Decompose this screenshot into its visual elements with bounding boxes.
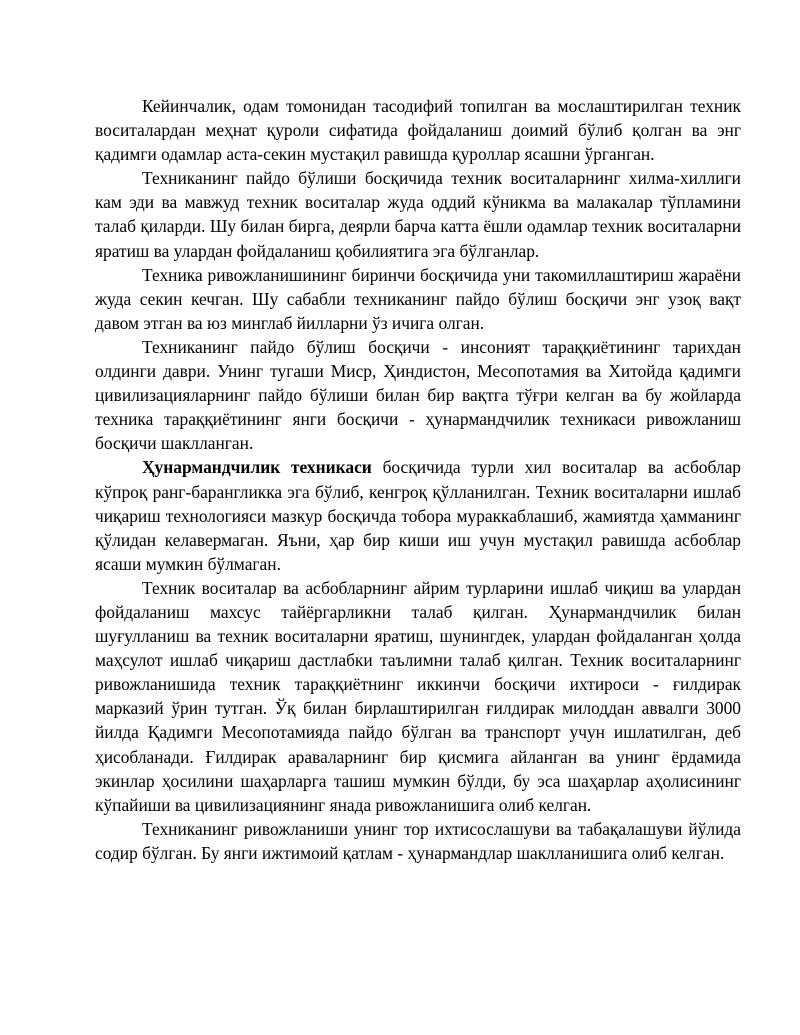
paragraph-text: Техниканинг ривожланиши унинг тор ихтисослашуви ва табақалашуви йўлида содир бўлган. Бу янги ижтимоий қатлам - ҳунармандлар шаклланишига олиб келган. xyxy=(95,818,741,863)
paragraph-text: Техниканинг пайдо бўлиш босқичи - инсоният тараққиётининг тарихдан олдинги даври. Унинг тугаши Миср, Ҳиндистон, Месопотамия ва Хитойда қадимги цивилизацияларнинг пайдо бўлиши билан бир вақтга тўғри келган ва бу жойларда техника тараққиётининг янги босқичи - ҳунармандчилик техникаси ривожланиш босқичи шаклланган. xyxy=(95,336,741,454)
document-page xyxy=(95,94,741,865)
paragraph-text: Техник воситалар ва асбобларнинг айрим турларини ишлаб чиқиш ва улардан фойдаланиш махсус тайёргарликни талаб қилган. Ҳунармандчилик билан шуғулланиш ва техник воситаларни яратиш, шунингдек, улардан фойдаланган ҳолда маҳсулот ишлаб чиқариш дастлабки таълимни талаб қилган. Техник воситаларнинг ривожланишида техник тараққиётнинг иккинчи босқичи ихтироси - ғилдирак марказий ўрин тутган. Ўқ билан бирлаштирилган ғилдирак милоддан аввалги 3000 йилда Қадимги Месопотамияда пайдо бўлган ва транспорт учун ишлатилган, деб ҳисобланади. Ғилдирак араваларнинг бир қисмига айланган ва унинг ёрдамида экинлар ҳосилини шаҳарларга ташиш мумкин бўлди, бу эса шаҳарлар аҳолисининг кўпайиши ва цивилизациянинг янада ривожланишига олиб келган. xyxy=(95,577,741,815)
bold-term: Ҳунармандчилик техникаси xyxy=(142,457,372,478)
paragraph-text: Техника ривожланишининг биринчи босқичида уни такомиллаштириш жараёни жуда секин кечган. Шу сабабли техниканинг пайдо бўлиш босқичи энг узоқ вақт давом этган ва юз минглаб йилларни ўз ичига олган. xyxy=(95,264,741,333)
paragraph xyxy=(95,455,741,575)
paragraph xyxy=(95,817,741,865)
paragraph-text: босқичида турли хил воситалар ва асбоблар кўпроқ ранг-барангликка эга бўлиб, кенгроқ қўлланилган. Техник воситаларни ишлаб чиқариш технологияси мазкур босқичда тобора мураккаблашиб, жамиятда ҳамманинг қўлидан келавермаган. Яъни, ҳар бир киши иш учун мустақил равишда асбоблар ясаши мумкин бўлмаган. xyxy=(95,457,741,574)
paragraph xyxy=(95,335,741,455)
paragraph xyxy=(95,166,741,262)
paragraph xyxy=(95,576,741,817)
paragraph xyxy=(95,263,741,335)
paragraph-text: Техниканинг пайдо бўлиши босқичида техник воситаларнинг хилма-хиллиги кам эди ва мавжуд техник воситалар жуда оддий кўникма ва малакалар тўпламини талаб қиларди. Шу билан бирга, деярли барча катта ёшли одамлар техник воситаларни яратиш ва улардан фойдаланиш қобилиятига эга бўлганлар. xyxy=(95,168,741,261)
paragraph xyxy=(95,94,741,166)
paragraph-text: Кейинчалик, одам томонидан тасодифий топилган ва мослаштирилган техник воситалардан меҳнат қуроли сифатида фойдаланиш доимий бўлиб қолган ва энг қадимги одамлар аста-секин мустақил равишда қуроллар ясашни ўрганган. xyxy=(95,96,741,165)
